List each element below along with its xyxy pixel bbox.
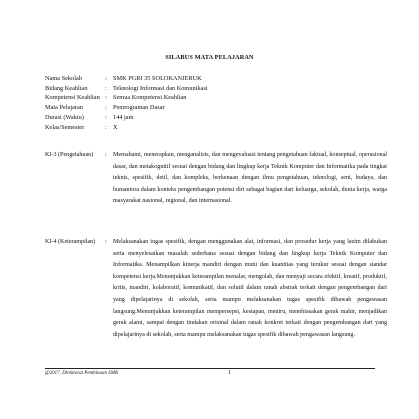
- info-label: Durasi (Waktu): [45, 113, 84, 121]
- info-row: [45, 84, 385, 94]
- footer-divider: [45, 368, 375, 369]
- info-table: [45, 74, 385, 132]
- info-value: X: [113, 123, 118, 131]
- info-label: Kelas/Semester: [45, 123, 85, 131]
- info-label: Bidang Keahlian: [45, 84, 88, 92]
- info-colon: :: [105, 104, 107, 112]
- info-colon: :: [105, 113, 107, 121]
- info-colon: :: [105, 94, 107, 102]
- ki3-section: [45, 150, 387, 208]
- info-colon: :: [105, 75, 107, 82]
- page-number: 1: [228, 370, 231, 376]
- info-value: Teknologi Informasi dan Komunikasi: [113, 84, 208, 92]
- ki3-text: Memahami, menerapkan, menganalisis, dan mengevaluasi tentang pengetahuan faktual, konseptual, operasional dasar, dan metakognitif sesuai dengan bidang dan lingkup kerja Teknik Komputer dan Informatika pada tingkat teknis, spesifik, detil, dan kompleks, berkenaan dengan ilmu pengetahuan, teknologi, seni, budaya, dan humaniora dalam konteks pengembangan potensi diri sebagai bagian dari keluarga, sekolah, dunia kerja, warga masyarakat nasional, regional, dan internasional.: [113, 152, 387, 205]
- info-row: [45, 74, 385, 84]
- info-label: Nama Sekolah: [45, 75, 82, 82]
- info-label: Mata Pelajaran: [45, 104, 83, 112]
- info-value: 144 jam: [113, 113, 134, 121]
- info-label: Kompetensi Keahlian: [45, 94, 100, 102]
- page-title: SILABUS MATA PELAJARAN: [165, 54, 254, 61]
- ki3-label: KI-3 (Pengetahuan): [45, 152, 94, 158]
- info-row: [45, 113, 385, 123]
- ki4-colon: :: [105, 239, 107, 245]
- ki3-colon: :: [105, 152, 107, 158]
- info-row: [45, 93, 385, 103]
- footer-copyright: @2017, Direktorat Pembinaan SMK: [45, 371, 119, 376]
- info-value: SMK PGRI 35 SOLOKANJERUK: [113, 75, 202, 82]
- info-colon: :: [105, 84, 107, 92]
- ki4-text: Melaksanakan tugas spesifik, dengan menggunakan alat, informasi, dan prosedur kerja yang lazim dilakukan serta menyelesaikan masalah sederhana sesuai dengan bidang dan lingkup kerja Teknik Komputer dan Informatika. Menampilkan kinerja mandiri dengan mutu dan kuantitas yang terukur sesuai dengan standar kompetensi kerja.Menunjukkan keterampilan menalar, mengolah, dan menyaji secara efektif, kreatif, produktif, kritis, mandiri, kolaboratif, komunikatif, dan solutif dalam ranah abstrak terkait dengan pengembangan dari yang dipelajarinya di sekolah, serta mampu melaksanakan tugas spesifik dibawah pengawasan langsung.Menunjukkan keterampilan mempersepsi, kesiapan, meniru, membiasakan gerak mahir, menjadikan gerak alami, sampai dengan tindakan orisinal dalam ranah konkret terkait dengan pengembangan dari yang dipelajarinya di sekolah, serta mampu melaksanakan tugas spesifik dibawah pengawasan langsung.: [113, 239, 387, 338]
- ki4-label: KI-4 (Keterampilan): [45, 239, 96, 245]
- info-value: Pemrograman Dasar: [113, 104, 165, 112]
- ki4-section: [45, 237, 387, 341]
- info-row: [45, 123, 385, 133]
- info-row: [45, 103, 385, 113]
- info-colon: :: [105, 123, 107, 131]
- info-value: Semua Kompetensi Keahlian: [113, 94, 187, 102]
